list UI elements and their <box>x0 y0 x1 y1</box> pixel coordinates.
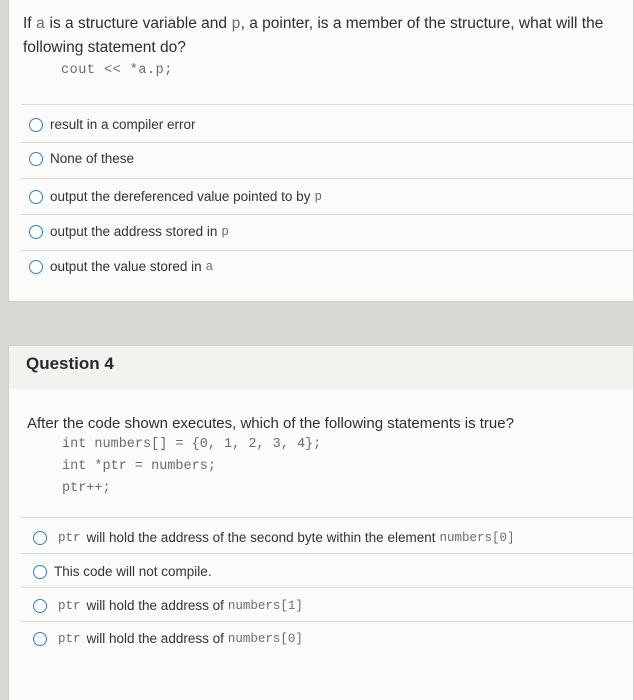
divider <box>21 587 633 588</box>
q4-option-4[interactable]: ptr will hold the address of numbers[0] <box>33 631 303 646</box>
code-line: int *ptr = numbers; <box>62 459 216 474</box>
q3-option-5[interactable]: output the value stored in a <box>29 259 213 274</box>
q3-option-1[interactable]: result in a compiler error <box>29 117 196 132</box>
radio-button[interactable] <box>33 565 47 579</box>
radio-button[interactable] <box>29 225 43 239</box>
q4-option-2[interactable]: This code will not compile. <box>33 564 212 579</box>
question-4-title: Question 4 <box>26 354 114 373</box>
radio-button[interactable] <box>29 260 43 274</box>
q3-option-3[interactable]: output the dereferenced value pointed to by p <box>29 189 322 204</box>
q4-option-1[interactable]: ptr will hold the address of the second byte within the element numbers[0] <box>33 530 515 545</box>
q3-option-2[interactable]: None of these <box>29 151 134 166</box>
radio-button[interactable] <box>29 190 43 204</box>
code-a: a <box>35 15 46 33</box>
code-p: p <box>231 15 241 33</box>
divider <box>21 250 633 251</box>
radio-button[interactable] <box>33 531 47 545</box>
question-3-text: If a is a structure variable and p, a pointer, is a member of the structure, what will the following statement do? <box>23 15 604 56</box>
radio-button[interactable] <box>33 599 47 613</box>
code-line: int numbers[] = {0, 1, 2, 3, 4}; <box>62 437 322 452</box>
question-4-code <box>62 434 321 500</box>
divider <box>21 517 633 518</box>
question-3-code: cout << *a.p; <box>61 63 173 78</box>
question-4-header <box>8 345 634 390</box>
q3-option-4[interactable]: output the address stored in p <box>29 224 229 239</box>
divider <box>21 621 633 622</box>
divider <box>21 178 633 179</box>
divider <box>21 142 633 143</box>
divider <box>21 553 633 554</box>
divider <box>21 104 633 105</box>
divider <box>21 214 633 215</box>
code-line: ptr++; <box>62 481 111 496</box>
radio-button[interactable] <box>29 152 43 166</box>
question-3-card <box>8 0 634 302</box>
q4-option-3[interactable]: ptr will hold the address of numbers[1] <box>33 598 303 613</box>
radio-button[interactable] <box>33 632 47 646</box>
question-4-card <box>8 389 634 700</box>
radio-button[interactable] <box>29 118 43 132</box>
question-4-text: After the code shown executes, which of the following statements is true? <box>27 415 514 432</box>
